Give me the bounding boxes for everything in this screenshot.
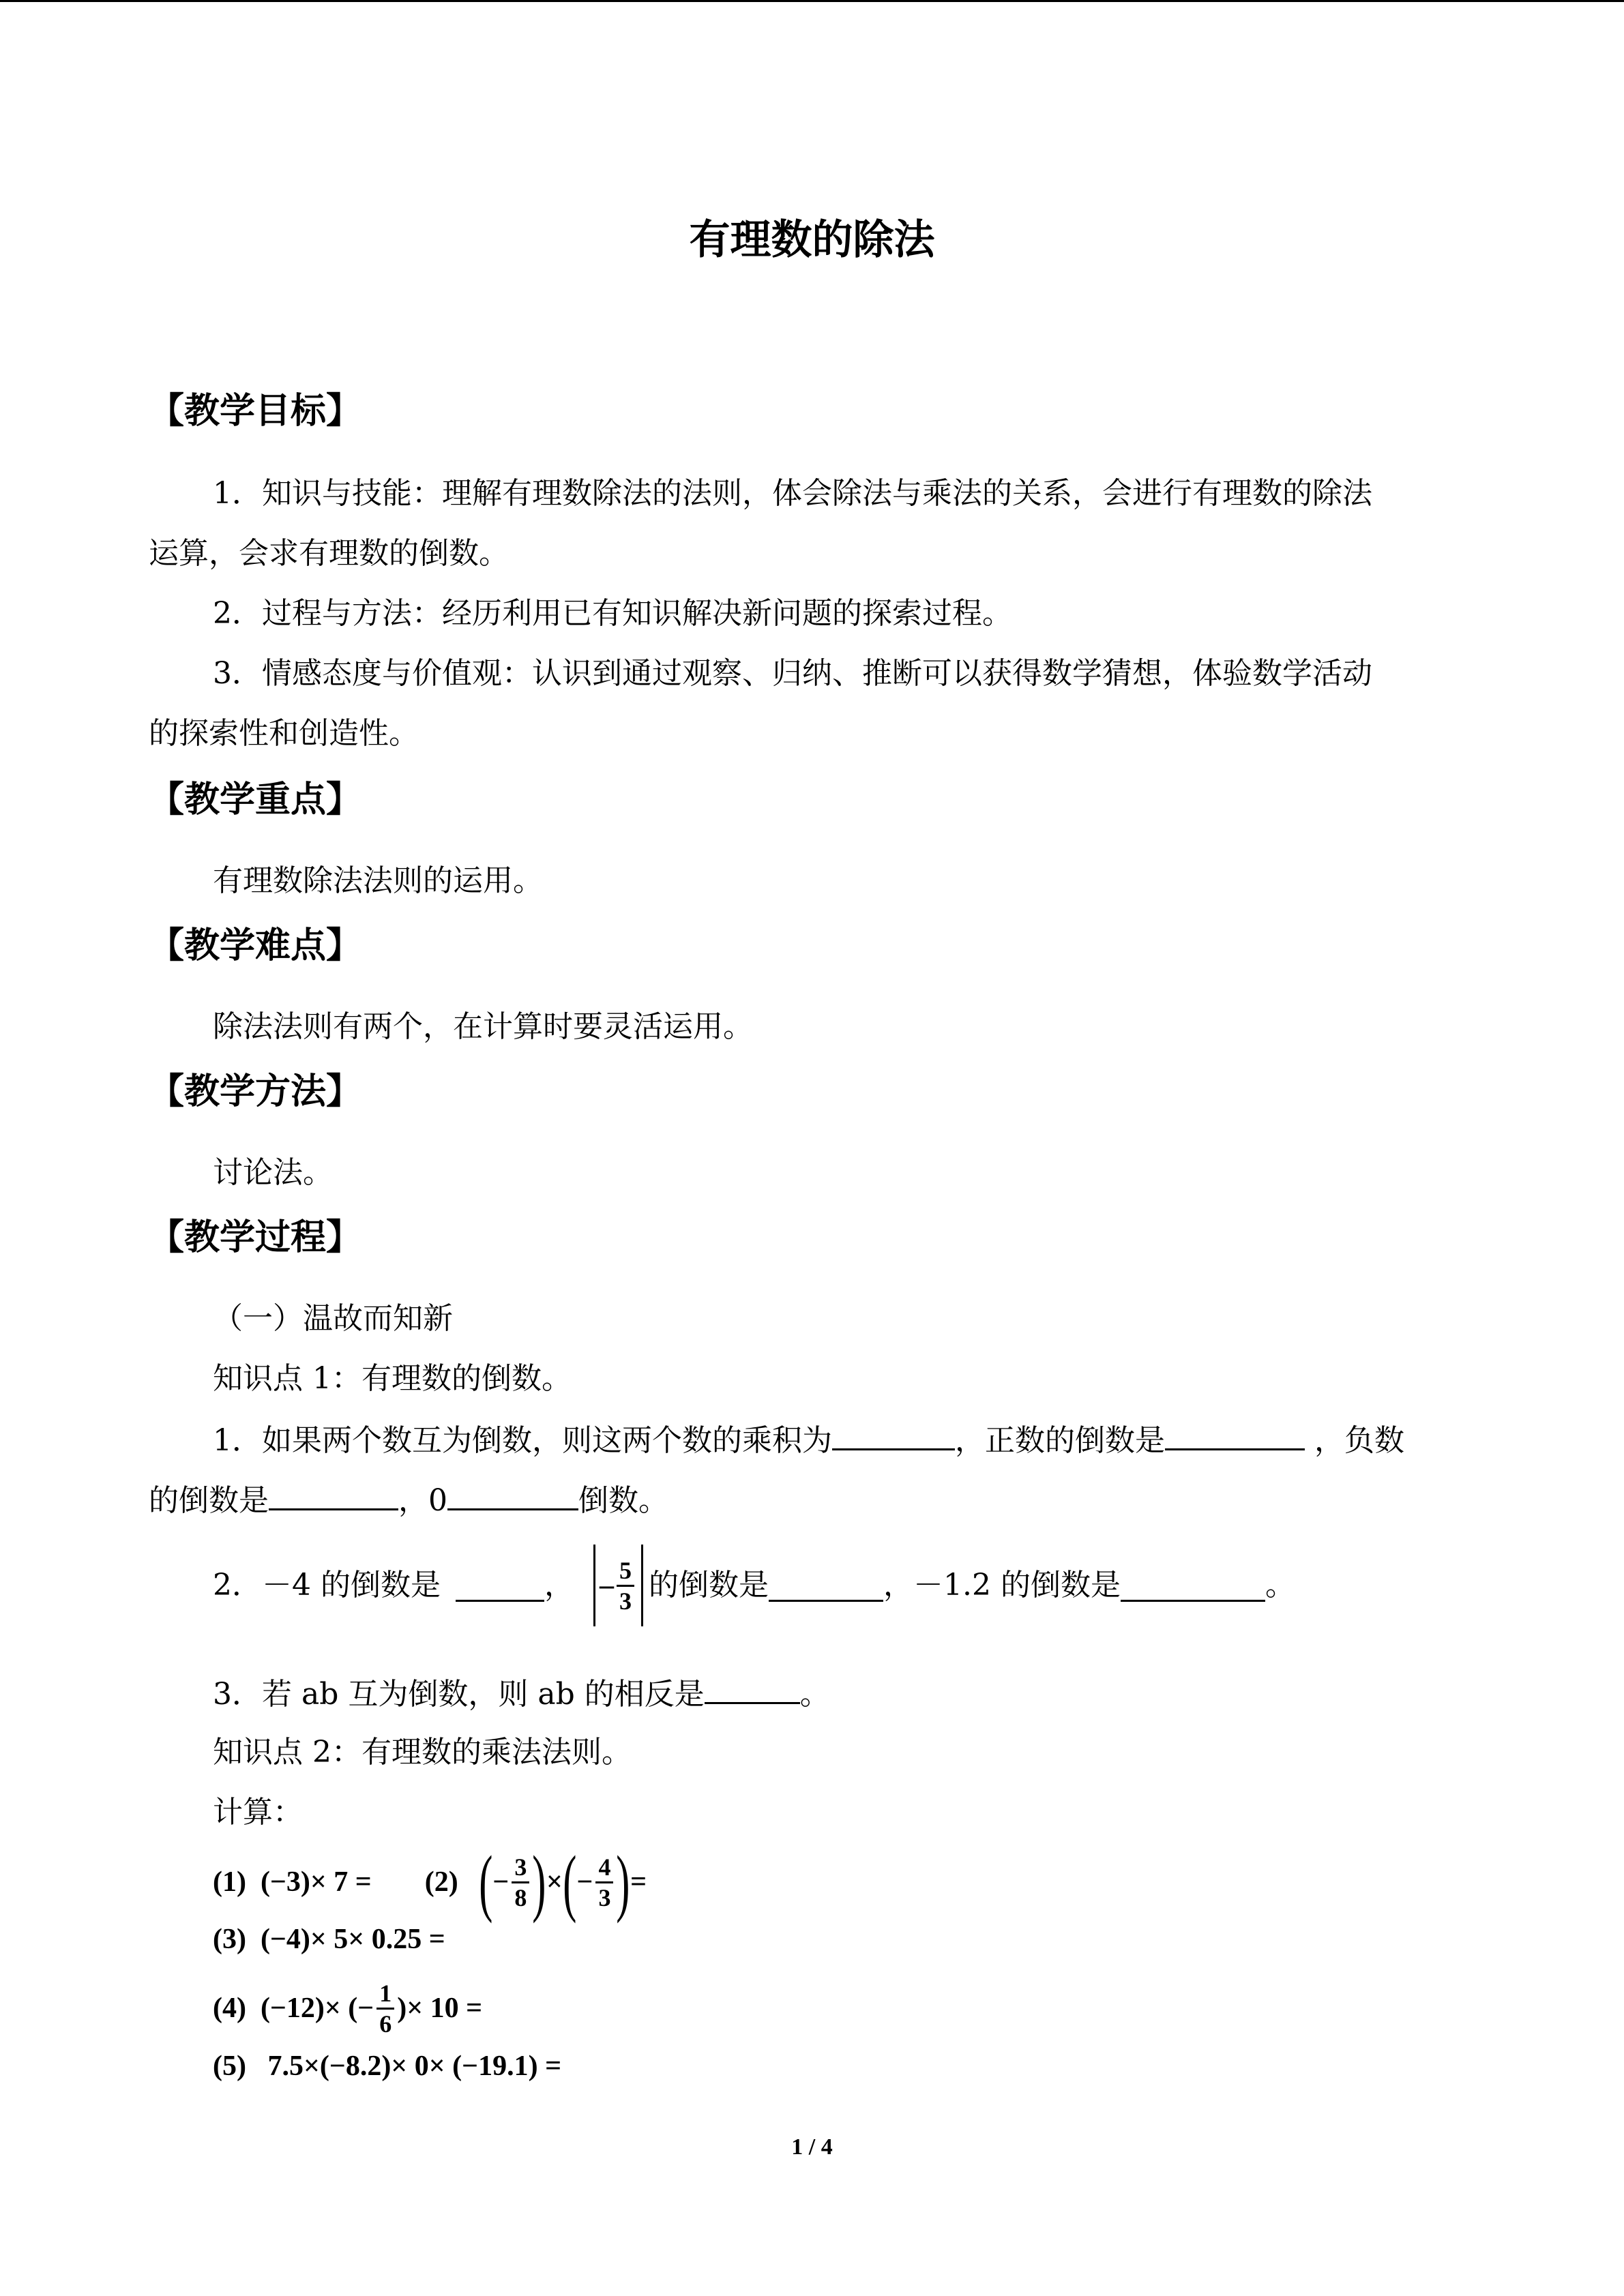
question-1-line1	[213, 1418, 1404, 1461]
section-heading-objectives: 【教学目标】	[149, 391, 362, 432]
equals-sign: =	[630, 1866, 647, 1898]
expression-3: (3) (−4)× 5× 0.25 =	[213, 1924, 445, 1955]
q1-text-f: 倒数。	[578, 1483, 668, 1518]
subsection-review: （一）温故而知新	[213, 1301, 453, 1336]
numerator: 5	[617, 1556, 634, 1587]
expression-5: (5) 7.5×(−8.2)× 0× (−19.1) =	[213, 2051, 562, 2082]
objective-1-line2: 运算，会求有理数的倒数。	[149, 536, 509, 571]
expression-2	[478, 1840, 647, 1924]
q1-text-e: ，0	[398, 1483, 447, 1518]
q3-text-a: 3．若 ab 互为倒数，则 ab 的相反是	[213, 1677, 705, 1712]
q1-text-b: ，正数的倒数是	[955, 1423, 1165, 1458]
objective-3-line1: 3．情感态度与价值观：认识到通过观察、归纳、推断可以获得数学猜想，体验数学活动	[213, 656, 1372, 691]
objective-1-line1: 1．知识与技能：理解有理数除法的法则，体会除法与乘法的关系，会进行有理数的除法	[213, 476, 1372, 511]
fraction	[617, 1556, 634, 1615]
fraction	[377, 1979, 394, 2038]
expression-1-2	[213, 1841, 647, 1923]
knowledge-point-1: 知识点 1：有理数的倒数。	[213, 1361, 572, 1396]
q1-text-a: 1．如果两个数互为倒数，则这两个数的乘积为	[213, 1423, 832, 1458]
knowledge-point-2: 知识点 2：有理数的乘法法则。	[213, 1735, 632, 1770]
right-paren: )	[616, 1840, 630, 1924]
denominator: 3	[619, 1587, 632, 1615]
answer-blank[interactable]	[447, 1478, 578, 1510]
expression-4	[213, 1971, 482, 2046]
numerator: 3	[512, 1853, 529, 1883]
answer-blank[interactable]	[456, 1570, 544, 1602]
minus-sign: −	[576, 1866, 593, 1898]
answer-blank[interactable]	[769, 1570, 883, 1602]
answer-blank[interactable]	[1121, 1570, 1265, 1602]
q2-text-e: 。	[1265, 1568, 1295, 1602]
q3-text-b: 。	[799, 1677, 830, 1712]
expression-2-label: (2)	[424, 1866, 458, 1898]
difficulties-text: 除法法则有两个，在计算时要灵活运用。	[213, 1009, 753, 1044]
left-paren: (	[478, 1840, 493, 1924]
q2-text-b: ，	[544, 1568, 574, 1602]
q2-text-c: 的倒数是	[648, 1568, 769, 1602]
q1-text-d: 的倒数是	[149, 1483, 269, 1518]
question-1-line2	[149, 1478, 668, 1521]
section-heading-process: 【教学过程】	[149, 1217, 362, 1258]
page-title: 有理数的除法	[689, 216, 935, 264]
numerator: 4	[595, 1853, 613, 1883]
expression-1: (1) (−3)× 7 =	[213, 1866, 372, 1898]
answer-blank[interactable]	[832, 1418, 955, 1450]
times-sign: ×	[546, 1866, 563, 1898]
denominator: 8	[514, 1883, 527, 1911]
top-border	[0, 0, 1624, 2]
absolute-value-fraction	[593, 1545, 643, 1626]
objective-2: 2．过程与方法：经历利用已有知识解决新问题的探索过程。	[213, 596, 1012, 631]
q2-text-d: ，－1.2 的倒数是	[883, 1568, 1121, 1602]
objective-3-line2: 的探索性和创造性。	[149, 716, 419, 751]
fraction	[512, 1853, 529, 1912]
denominator: 3	[598, 1883, 611, 1911]
answer-blank[interactable]	[269, 1478, 398, 1510]
expression-4-part-a: (4) (−12)× (−	[213, 1993, 374, 2024]
section-heading-difficulties: 【教学难点】	[149, 925, 362, 966]
right-paren: )	[532, 1840, 546, 1924]
minus-sign: –	[599, 1570, 614, 1601]
minus-sign: −	[492, 1866, 510, 1898]
question-3	[213, 1672, 830, 1715]
numerator: 1	[377, 1979, 394, 2010]
section-heading-method: 【教学方法】	[149, 1071, 362, 1112]
answer-blank[interactable]	[1165, 1418, 1305, 1450]
denominator: 6	[379, 2010, 392, 2038]
section-heading-key-points: 【教学重点】	[149, 779, 362, 820]
calculate-label: 计算：	[213, 1795, 303, 1830]
left-paren: (	[563, 1840, 577, 1924]
q2-text-a: 2．－4 的倒数是	[213, 1568, 441, 1602]
key-points-text: 有理数除法法则的运用。	[213, 863, 543, 898]
page-number: 1 / 4	[791, 2134, 833, 2160]
method-text: 讨论法。	[213, 1155, 333, 1190]
q1-text-c: ，负数	[1314, 1423, 1404, 1458]
answer-blank[interactable]	[705, 1672, 800, 1704]
fraction	[595, 1853, 613, 1912]
expression-4-part-b: )× 10 =	[397, 1993, 483, 2024]
question-2	[213, 1545, 1295, 1626]
